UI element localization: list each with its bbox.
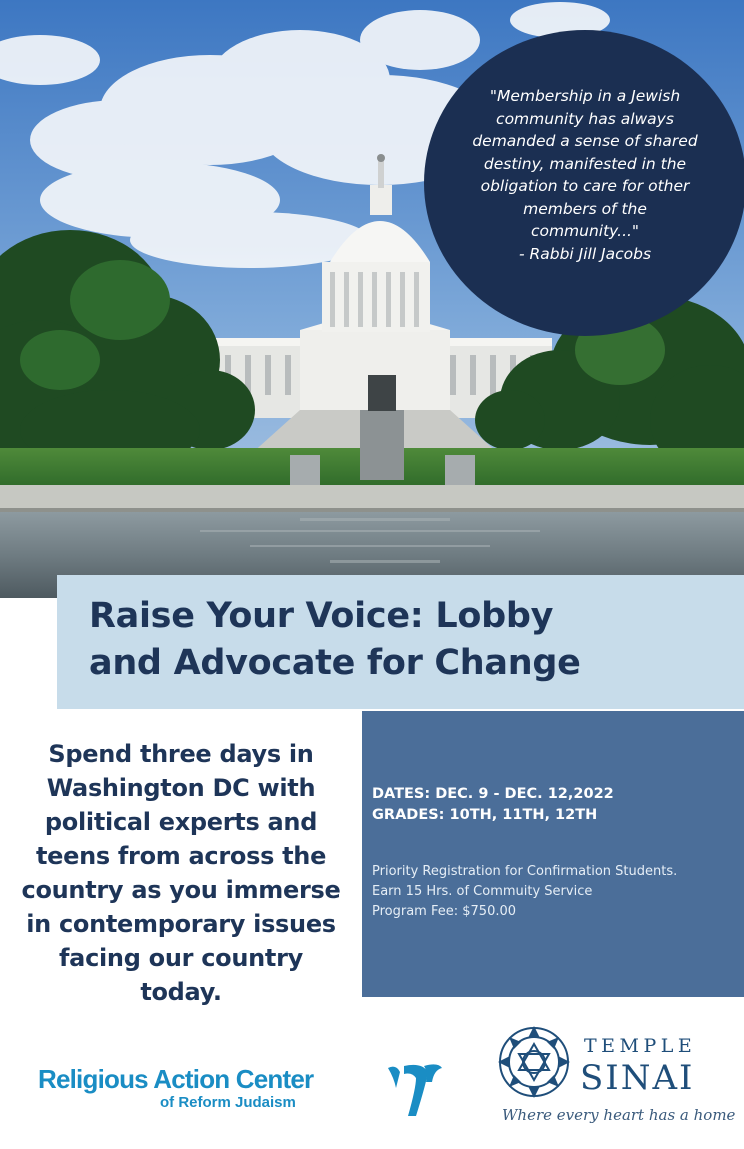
- quote-line: destiny, manifested in the: [483, 154, 687, 173]
- title-line: and Advocate for Change: [89, 643, 581, 683]
- program-fee-text: Program Fee: $750.00: [372, 904, 517, 919]
- description-line: political experts and: [44, 808, 318, 836]
- rac-logo: [38, 1060, 448, 1130]
- temple-word: TEMPLE: [584, 1035, 697, 1057]
- quote-author: - Rabbi Jill Jacobs: [518, 244, 652, 263]
- quote-circle: [424, 30, 744, 336]
- description-line: Washington DC with: [46, 774, 316, 802]
- description-line: today.: [140, 978, 222, 1006]
- extra-details: [372, 862, 677, 922]
- description-line: country as you immerse: [21, 876, 341, 904]
- rac-logo-subtitle: of Reform Judaism: [160, 1094, 296, 1111]
- star-emblem-icon: [496, 1024, 572, 1100]
- service-hours-text: Earn 15 Hrs. of Commuity Service: [372, 884, 593, 899]
- quote-line: community has always: [496, 109, 674, 128]
- rac-hebrew-mark-icon: [382, 1058, 446, 1122]
- details-panel: [362, 711, 744, 997]
- quote-line: "Membership in a Jewish: [489, 87, 681, 105]
- dates-text: DATES: DEC. 9 - DEC. 12,2022: [372, 786, 614, 802]
- quote-line: community...": [530, 222, 640, 240]
- title-band: [57, 575, 744, 709]
- rac-logo-name: Religious Action Center: [38, 1064, 314, 1094]
- description-line: in contemporary issues: [26, 910, 336, 938]
- description-line: facing our country: [59, 944, 303, 972]
- priority-text: Priority Registration for Confirmation Students.: [372, 864, 678, 879]
- title-line: Raise Your Voice: Lobby: [89, 596, 554, 636]
- page-title: [89, 593, 729, 687]
- key-details: [372, 784, 614, 826]
- description-line: teens from across the: [35, 842, 327, 870]
- sinai-word: SINAI: [580, 1058, 695, 1098]
- description-line: Spend three days in: [48, 740, 314, 768]
- grades-text: GRADES: 10TH, 11TH, 12TH: [372, 807, 598, 823]
- quote-text: [470, 85, 700, 265]
- quote-line: obligation to care for other: [480, 177, 690, 195]
- program-description: [0, 737, 362, 1009]
- temple-sinai-logo: [496, 1024, 736, 1134]
- quote-line: demanded a sense of shared: [472, 132, 698, 150]
- sinai-tagline: Where every heart has a home: [502, 1106, 736, 1124]
- quote-line: members of the: [523, 199, 647, 218]
